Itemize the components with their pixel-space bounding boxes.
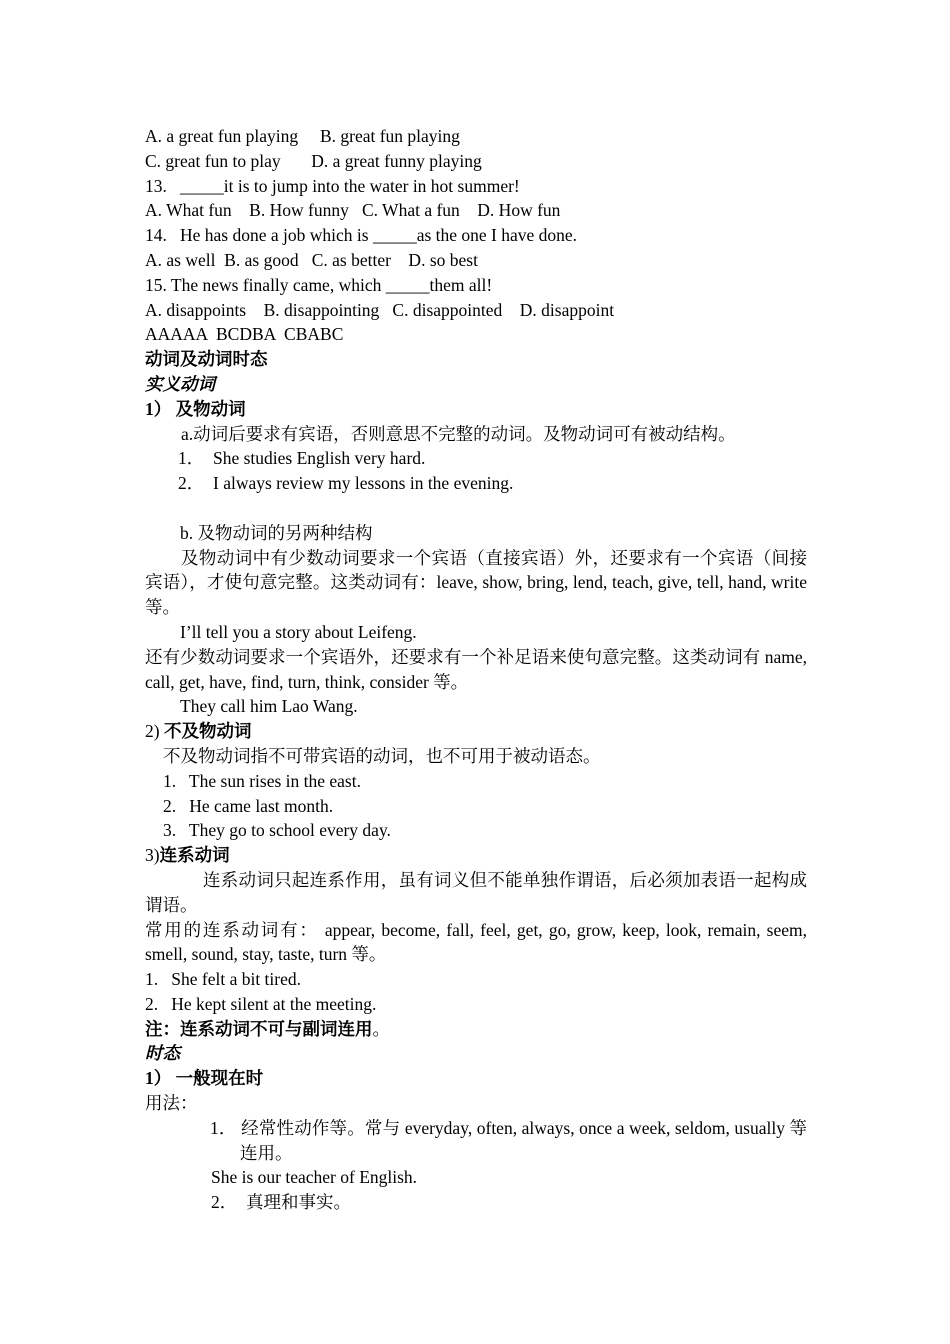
transitive-definition: a.动词后要求有宾语，否则意思不完整的动词。及物动词可有被动结构。: [181, 423, 736, 444]
question-15: 15. The news finally came, which _____them all!: [145, 274, 493, 295]
section-heading-verbs: 动词及动词时态: [145, 349, 268, 370]
heading-text: 不及物动词: [163, 721, 252, 742]
usage-example: She is our teacher of English.: [211, 1167, 418, 1188]
question-12-options-cd: C. great fun to play D. a great funny playing: [145, 150, 482, 171]
subheading-tenses: 时态: [145, 1043, 180, 1064]
linking-definition: 连系动词只起连系作用，虽有词义但不能单独作谓语，后必须加表语一起构成谓语。: [145, 869, 807, 915]
intransitive-example-1: 1. The sun rises in the east.: [163, 770, 361, 791]
transitive-example-1: 1． She studies English very hard.: [178, 448, 426, 469]
blank-line: [145, 496, 807, 521]
subheading-notional-verbs: 实义动词: [145, 373, 215, 394]
usage-label: 用法：: [145, 1093, 198, 1114]
question-13: 13. _____it is to jump into the water in hot summer!: [145, 175, 520, 196]
double-object-explanation: 及物动词中有少数动词要求一个宾语（直接宾语）外，还要求有一个宾语（间接宾语），才使句意完整。这类动词有：leave, show, bring, lend, teach, give, tell, hand, write 等。: [145, 547, 807, 618]
question-14: 14. He has done a job which is _____as the one I have done.: [145, 225, 578, 246]
transitive-structures-heading: b. 及物动词的另两种结构: [180, 522, 373, 543]
heading-linking-verbs: [145, 843, 807, 868]
heading-text: 连系动词: [159, 845, 230, 866]
complement-example: They call him Lao Wang.: [180, 696, 358, 717]
heading-transitive-verbs: 1） 及物动词: [145, 398, 246, 419]
linking-list-text: 常用的连系动词有： appear, become, fall, feel, get, go, grow, keep, look, remain, seem, smell, sound, stay, taste, turn 等。: [145, 919, 807, 965]
heading-simple-present: 1） 一般现在时: [145, 1068, 264, 1089]
usage-item-1: 1． 经常性动作等。常与 everyday, often, always, once a week, seldom, usually 等连用。: [210, 1117, 807, 1163]
double-object-example: I’ll tell you a story about Leifeng.: [180, 621, 417, 642]
complement-explanation: 还有少数动词要求一个宾语外，还要求有一个补足语来使句意完整。这类动词有 name, call, get, have, find, turn, think, consider 等。: [145, 646, 807, 692]
question-13-options: A. What fun B. How funny C. What a fun D. How fun: [145, 200, 561, 221]
answer-key: AAAAA BCDBA CBABC: [145, 324, 344, 345]
linking-note-text: 注：连系动词不可与副词连用: [145, 1018, 373, 1039]
linking-note: [145, 1017, 807, 1042]
transitive-example-2: 2． I always review my lessons in the evening.: [178, 473, 514, 494]
linking-example-1: 1. She felt a bit tired.: [145, 969, 302, 990]
heading-number: 3): [145, 845, 160, 866]
heading-number: 2): [145, 721, 164, 742]
heading-intransitive-verbs: [145, 719, 807, 744]
document-page: [145, 124, 807, 1215]
linking-list: [145, 918, 807, 968]
intransitive-definition: 不及物动词指不可带宾语的动词，也不可用于被动语态。: [163, 745, 601, 766]
intransitive-example-2: 2. He came last month.: [163, 795, 334, 816]
linking-note-tail: 。: [372, 1018, 390, 1039]
linking-example-2: 2. He kept silent at the meeting.: [145, 993, 377, 1014]
intransitive-example-3: 3. They go to school every day.: [163, 820, 391, 841]
question-12-options-ab: A. a great fun playing B. great fun playing: [145, 126, 460, 146]
question-14-options: A. as well B. as good C. as better D. so best: [145, 249, 478, 270]
question-15-options: A. disappoints B. disappointing C. disappointed D. disappoint: [145, 299, 615, 320]
usage-item-2: 2． 真理和事实。: [211, 1192, 351, 1213]
